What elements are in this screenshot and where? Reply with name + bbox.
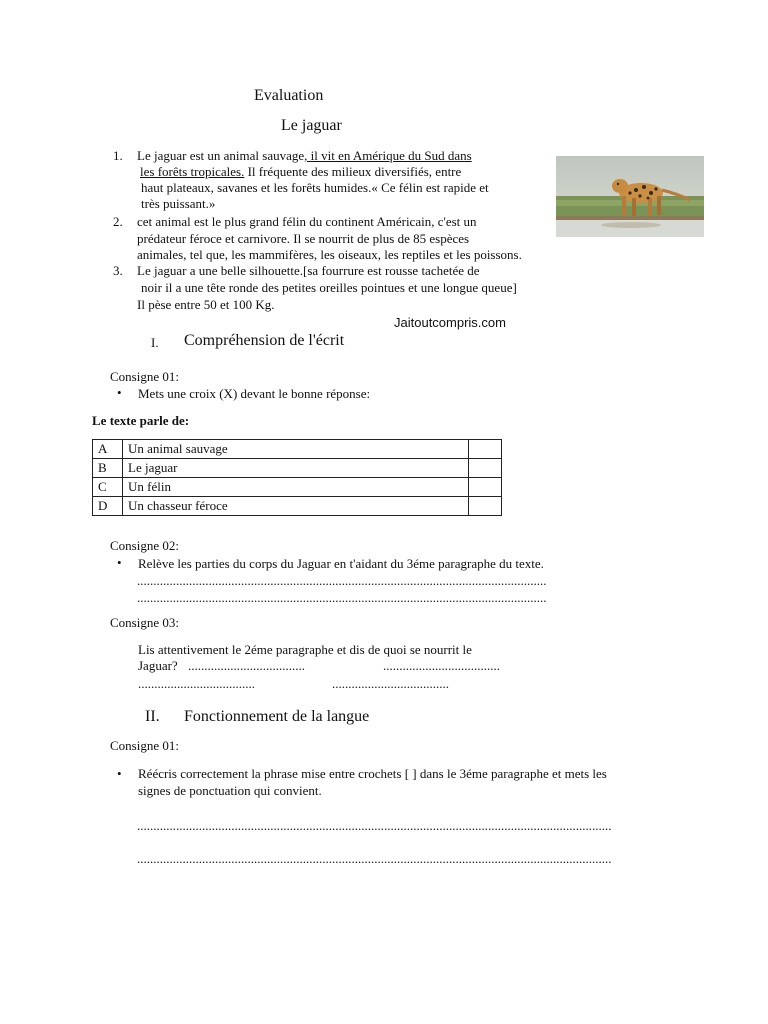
answer-line[interactable]: .................................... <box>383 658 500 673</box>
table-row <box>93 440 502 459</box>
option-letter: D <box>93 497 123 516</box>
answer-line[interactable]: .................................... <box>332 676 449 691</box>
answer-checkbox[interactable] <box>469 497 502 516</box>
instruction-text: Mets une croix (X) devant le bonne réponse: <box>138 386 371 401</box>
option-letter: B <box>93 459 123 478</box>
bullet-icon: • <box>117 766 122 781</box>
paragraph-number: 2. <box>113 214 123 229</box>
option-letter: A <box>93 440 123 459</box>
instruction-text: Relève les parties du corps du Jaguar en t'aidant du 3éme paragraphe du texte. <box>138 556 544 571</box>
paragraph-1-line-3: haut plateaux, savanes et les forêts humides.« Ce félin est rapide et <box>141 180 489 195</box>
paragraph-2-line-3: animales, tel que, les mammifères, les oiseaux, les reptiles et les poissons. <box>137 247 522 262</box>
consigne-label: Consigne 02: <box>110 538 179 553</box>
answer-checkbox[interactable] <box>469 440 502 459</box>
option-text: Un animal sauvage <box>123 440 469 459</box>
paragraph-1-line-4: très puissant.» <box>141 196 216 211</box>
answer-line[interactable]: .................................................................................................................................................. <box>137 818 612 833</box>
section-1-title: Compréhension de l'écrit <box>184 332 345 349</box>
answer-line[interactable]: .................................... <box>138 676 255 691</box>
source-credit: Jaitoutcompris.com <box>394 315 506 330</box>
paragraph-3-line-2: noir il a une tête ronde des petites oreilles pointues et une longue queue] <box>141 280 517 295</box>
paragraph-3-line-1: Le jaguar a une belle silhouette.[sa fourrure est rousse tachetée de <box>137 263 480 278</box>
instruction-text: Lis attentivement le 2éme paragraphe et dis de quoi se nourrit le <box>138 642 472 657</box>
bullet-icon: • <box>117 385 122 400</box>
paragraph-number: 3. <box>113 263 123 278</box>
answer-line[interactable]: .................................................................................................................................................. <box>137 851 612 866</box>
text-title: Le jaguar <box>281 117 342 134</box>
instruction-text: Jaguar? <box>138 658 178 673</box>
answer-checkbox[interactable] <box>469 478 502 497</box>
option-text: Un félin <box>123 478 469 497</box>
instruction-text: Réécris correctement la phrase mise entre crochets [ ] dans le 3éme paragraphe et mets les <box>138 766 607 781</box>
paragraph-1-line-1: Le jaguar est un animal sauvage, il vit en Amérique du Sud dans <box>137 148 472 163</box>
table-row <box>93 497 502 516</box>
section-2-number: II. <box>145 708 160 725</box>
jaguar-photo <box>556 156 704 237</box>
consigne-label: Consigne 03: <box>110 615 179 630</box>
instruction-text: signes de ponctuation qui convient. <box>138 783 322 798</box>
section-1-number: I. <box>151 335 159 350</box>
paragraph-3-line-3: Il pèse entre 50 et 100 Kg. <box>137 297 275 312</box>
option-letter: C <box>93 478 123 497</box>
section-2-title: Fonctionnement de la langue <box>184 708 370 725</box>
consigne-label: Consigne 01: <box>110 369 179 384</box>
table-row <box>93 478 502 497</box>
answer-line[interactable]: .................................... <box>188 658 305 673</box>
answer-line[interactable]: .............................................................................................................................. <box>137 573 547 588</box>
option-text: Le jaguar <box>123 459 469 478</box>
option-text: Un chasseur féroce <box>123 497 469 516</box>
paragraph-2-line-2: prédateur féroce et carnivore. Il se nourrit de plus de 85 espèces <box>137 231 470 246</box>
paragraph-number: 1. <box>113 148 123 163</box>
consigne-label: Consigne 01: <box>110 738 179 753</box>
answer-checkbox[interactable] <box>469 459 502 478</box>
paragraph-2-line-1: cet animal est le plus grand félin du continent Américain, c'est un <box>137 214 477 229</box>
table-row <box>93 459 502 478</box>
answer-line[interactable]: .............................................................................................................................. <box>137 590 547 605</box>
document-title: Evaluation <box>254 87 324 104</box>
answer-table <box>92 439 502 516</box>
question-text: Le texte parle de: <box>92 413 190 428</box>
bullet-icon: • <box>117 555 122 570</box>
paragraph-1-line-2: les forêts tropicales. Il fréquente des milieux diversifiés, entre <box>140 164 462 179</box>
